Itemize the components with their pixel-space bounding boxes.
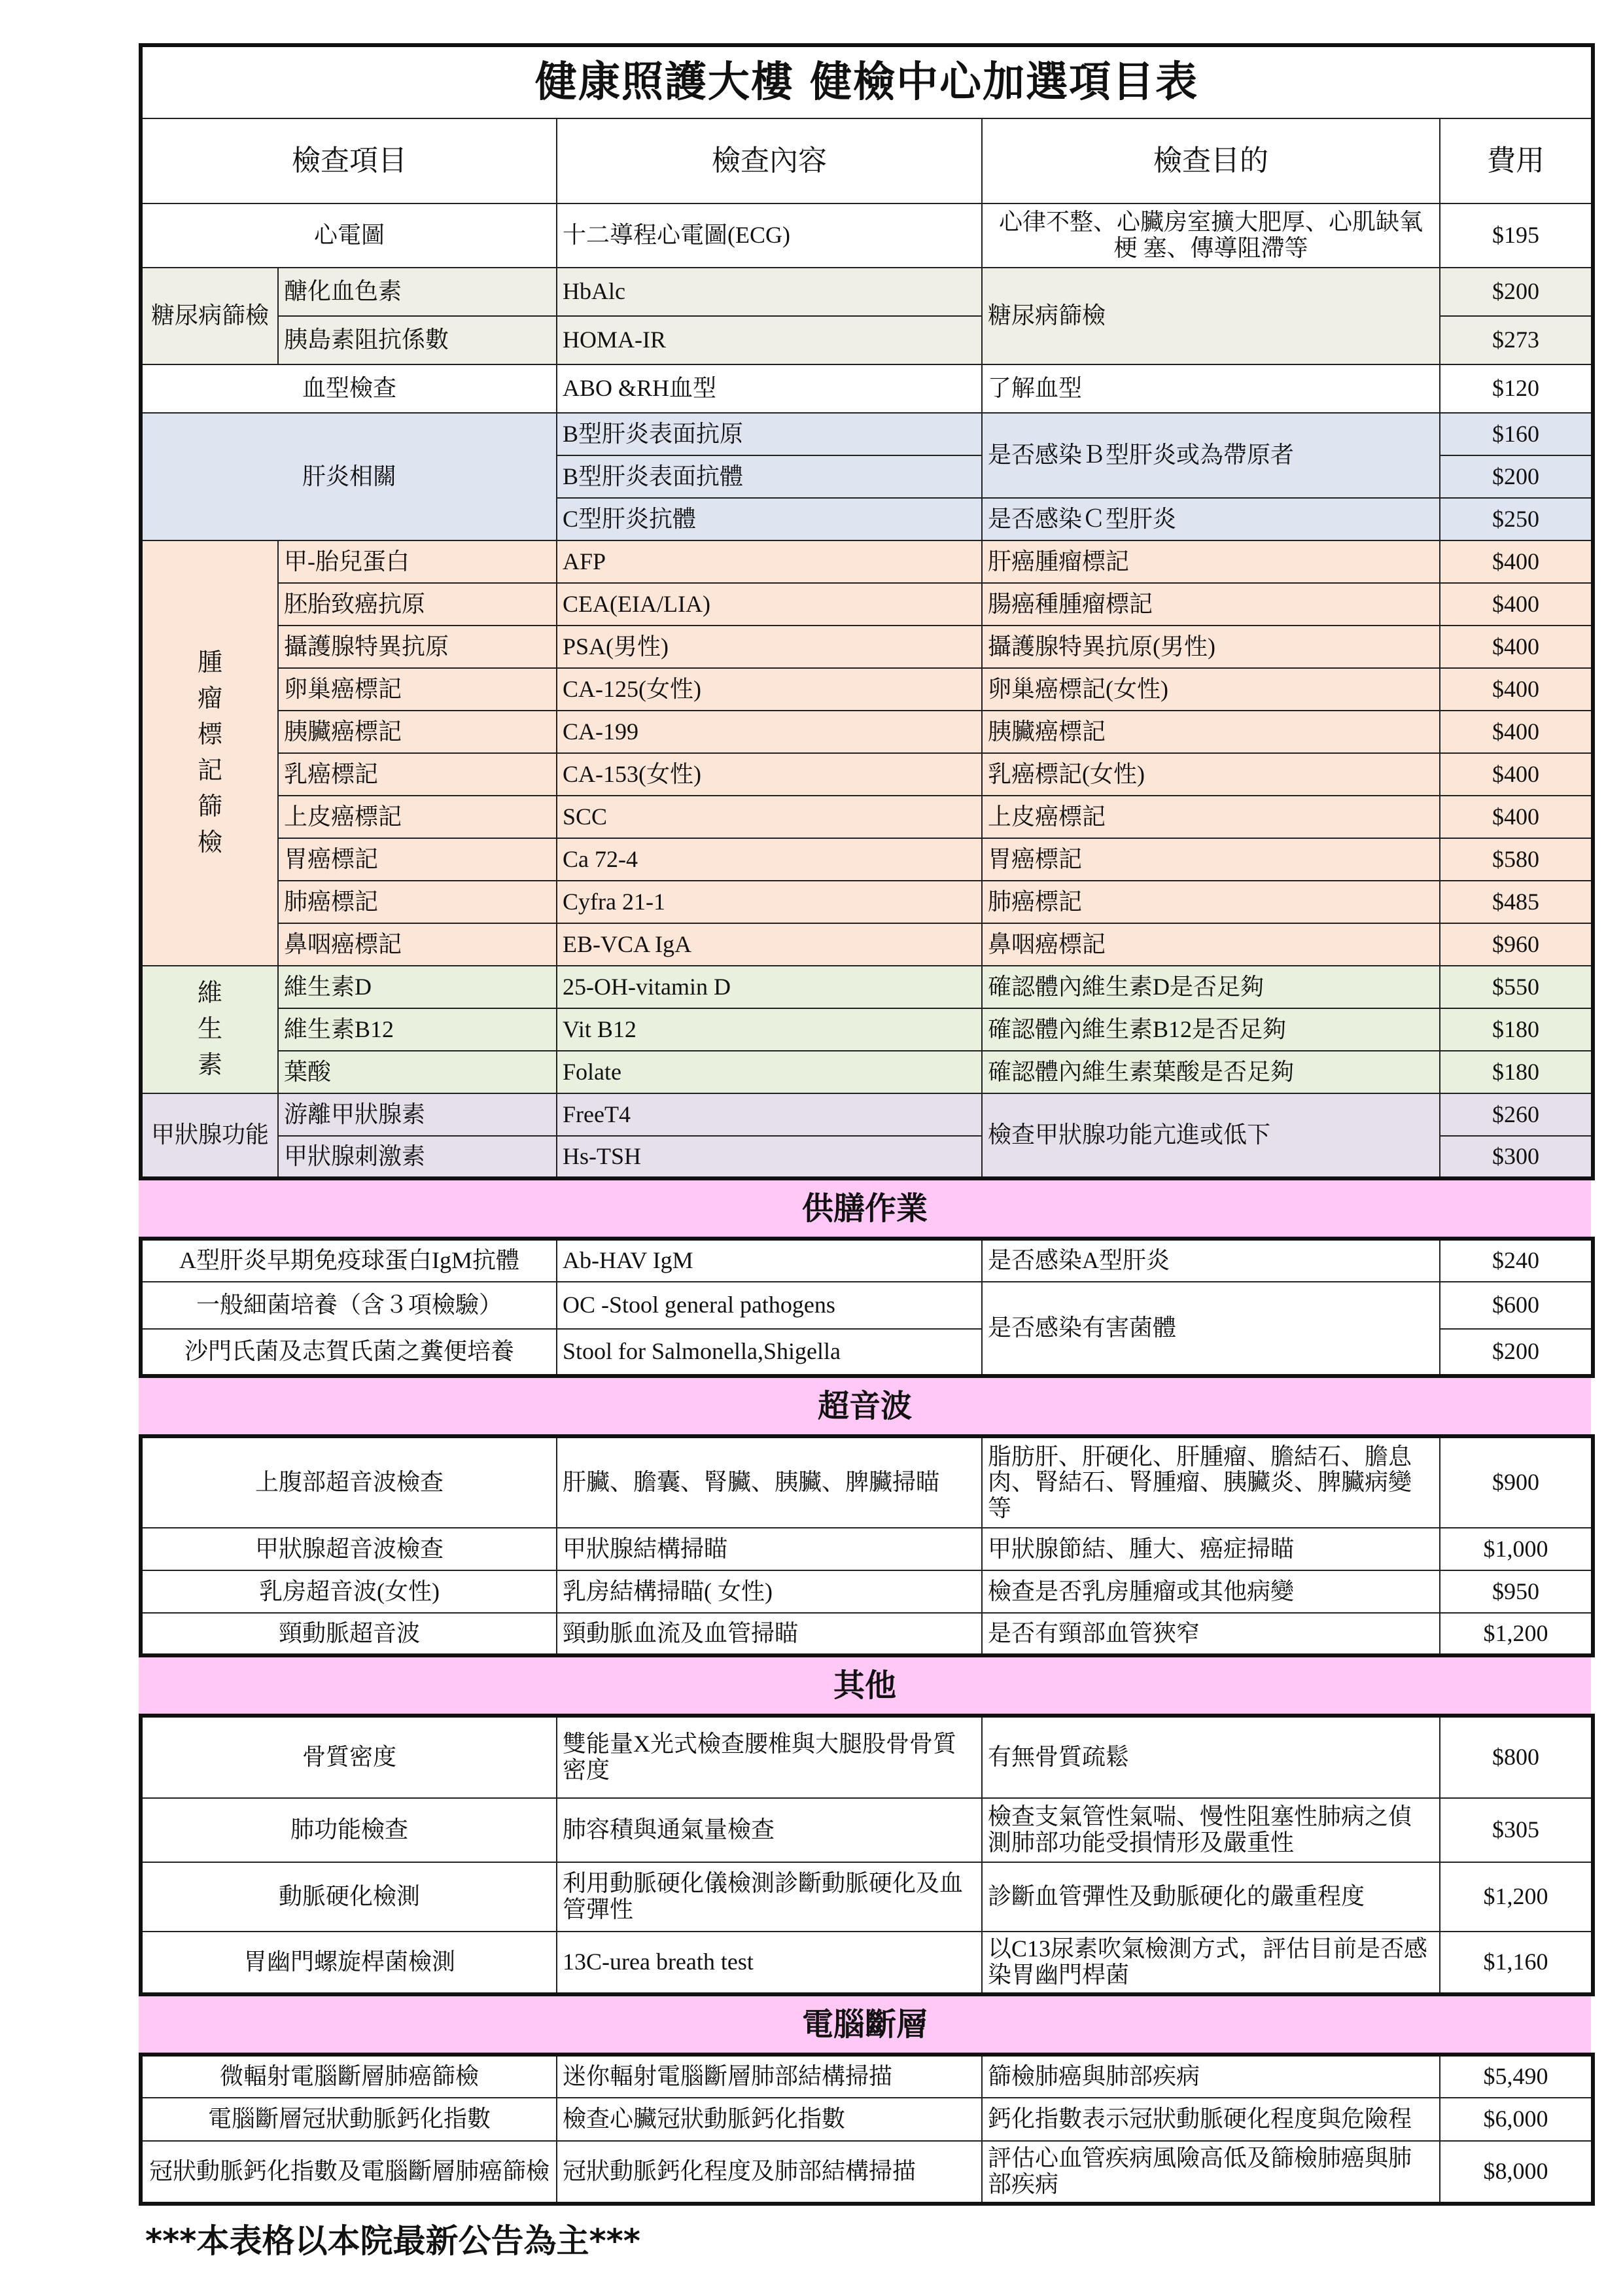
fee-cell: $1,160 <box>1440 1932 1593 1994</box>
fee-cell: $305 <box>1440 1798 1593 1862</box>
purpose-cell: 鼻咽癌標記 <box>982 923 1440 966</box>
purpose-cell: 檢查支氣管性氣喘、慢性阻塞性肺病之偵測肺部功能受損情形及嚴重性 <box>982 1798 1440 1862</box>
content-cell: 利用動脈硬化儀檢測診斷動脈硬化及血管彈性 <box>557 1862 982 1932</box>
fee-cell: $120 <box>1440 364 1593 413</box>
table-row <box>141 796 1593 838</box>
footer-note: ***本表格以本院最新公告為主*** <box>145 2222 640 2260</box>
purpose-cell: 確認體內維生素D是否足夠 <box>982 966 1440 1008</box>
group-cell-vitamin <box>141 966 278 1093</box>
main-table <box>139 43 1595 1180</box>
item-cell: 醣化血色素 <box>278 268 557 316</box>
purpose-cell: 心律不整、心臟房室擴大肥厚、心肌缺氧梗 塞、傳導阻滯等 <box>982 203 1440 268</box>
other-table <box>139 1714 1595 1996</box>
item-cell: 胃幽門螺旋桿菌檢測 <box>141 1932 557 1994</box>
purpose-cell: 篩檢肺癌與肺部疾病 <box>982 2055 1440 2098</box>
content-cell: CA-125(女性) <box>557 668 982 711</box>
purpose-cell: 肺癌標記 <box>982 881 1440 923</box>
item-cell: 甲-胎兒蛋白 <box>278 540 557 583</box>
content-cell: 冠狀動脈鈣化程度及肺部結構掃描 <box>557 2141 982 2204</box>
item-cell: 鼻咽癌標記 <box>278 923 557 966</box>
item-cell: 冠狀動脈鈣化指數及電腦斷層肺癌篩檢 <box>141 2141 557 2204</box>
group-cell-tumor <box>141 540 278 966</box>
header-content: 檢查內容 <box>557 118 982 203</box>
purpose-cell: 腸癌種腫瘤標記 <box>982 583 1440 626</box>
purpose-cell: 有無骨質疏鬆 <box>982 1716 1440 1798</box>
purpose-cell: 以C13尿素吹氣檢測方式，評估目前是否感染胃幽門桿菌 <box>982 1932 1440 1994</box>
fee-cell: $550 <box>1440 966 1593 1008</box>
content-cell: FreeT4 <box>557 1093 982 1136</box>
section-title-catering: 供膳作業 <box>139 1180 1591 1237</box>
purpose-cell: 是否感染Ｃ型肝炎 <box>982 498 1440 540</box>
group-label: 腫 瘤 標 記 篩 檢 <box>197 648 222 857</box>
fee-cell: $400 <box>1440 753 1593 796</box>
purpose-cell: 檢查甲狀腺功能亢進或低下 <box>982 1093 1440 1178</box>
table-row <box>141 881 1593 923</box>
table-row <box>141 583 1593 626</box>
item-cell: 葉酸 <box>278 1051 557 1093</box>
content-cell: 肝臟、膽囊、腎臟、胰臟、脾臟掃瞄 <box>557 1436 982 1528</box>
fee-cell: $950 <box>1440 1570 1593 1613</box>
header-item: 檢查項目 <box>141 118 557 203</box>
table-row <box>141 1716 1593 1798</box>
table-row <box>141 203 1593 268</box>
item-cell: 維生素D <box>278 966 557 1008</box>
content-cell: 迷你輻射電腦斷層肺部結構掃描 <box>557 2055 982 2098</box>
fee-cell: $400 <box>1440 711 1593 753</box>
fee-cell: $900 <box>1440 1436 1593 1528</box>
fee-cell: $260 <box>1440 1093 1593 1136</box>
fee-cell: $250 <box>1440 498 1593 540</box>
fee-cell: $580 <box>1440 838 1593 881</box>
table-row <box>141 1093 1593 1136</box>
group-label: 維 生 素 <box>197 979 222 1080</box>
ct-table <box>139 2053 1595 2206</box>
item-cell: 肺功能檢查 <box>141 1798 557 1862</box>
content-cell: Ca 72-4 <box>557 838 982 881</box>
content-cell: B型肝炎表面抗原 <box>557 413 982 455</box>
item-cell: 上腹部超音波檢查 <box>141 1436 557 1528</box>
header-purpose: 檢查目的 <box>982 118 1440 203</box>
purpose-cell: 檢查是否乳房腫瘤或其他病變 <box>982 1570 1440 1613</box>
content-cell: CEA(EIA/LIA) <box>557 583 982 626</box>
content-cell: Cyfra 21-1 <box>557 881 982 923</box>
item-cell: 乳房超音波(女性) <box>141 1570 557 1613</box>
fee-cell: $960 <box>1440 923 1593 966</box>
content-cell: OC -Stool general pathogens <box>557 1282 982 1329</box>
fee-cell: $300 <box>1440 1136 1593 1178</box>
section-title-ct: 電腦斷層 <box>139 1996 1591 2053</box>
table-row <box>141 1239 1593 1282</box>
price-sheet <box>139 43 1591 2262</box>
fee-cell: $1,000 <box>1440 1528 1593 1570</box>
purpose-cell: 是否感染有害菌體 <box>982 1282 1440 1376</box>
content-cell: PSA(男性) <box>557 626 982 668</box>
table-row <box>141 2141 1593 2204</box>
purpose-cell: 肝癌腫瘤標記 <box>982 540 1440 583</box>
fee-cell: $195 <box>1440 203 1593 268</box>
table-row <box>141 2055 1593 2098</box>
content-cell: Vit B12 <box>557 1008 982 1051</box>
table-row <box>141 268 1593 316</box>
purpose-cell: 評估心血管疾病風險高低及篩檢肺癌與肺部疾病 <box>982 2141 1440 2204</box>
purpose-cell: 診斷血管彈性及動脈硬化的嚴重程度 <box>982 1862 1440 1932</box>
content-cell: 乳房結構掃瞄( 女性) <box>557 1570 982 1613</box>
table-row <box>141 1570 1593 1613</box>
table-row <box>141 1282 1593 1329</box>
table-row <box>141 1932 1593 1994</box>
table-row <box>141 413 1593 455</box>
table-row <box>141 1051 1593 1093</box>
fee-cell: $160 <box>1440 413 1593 455</box>
fee-cell: $1,200 <box>1440 1613 1593 1655</box>
content-cell: 檢查心臟冠狀動脈鈣化指數 <box>557 2098 982 2141</box>
table-row <box>141 753 1593 796</box>
group-cell: 甲狀腺功能 <box>141 1093 278 1178</box>
item-cell: 甲狀腺刺激素 <box>278 1136 557 1178</box>
purpose-cell: 脂肪肝、肝硬化、肝腫瘤、膽結石、膽息肉、腎結石、腎腫瘤、胰臟炎、脾臟病變等 <box>982 1436 1440 1528</box>
content-cell: 13C-urea breath test <box>557 1932 982 1994</box>
section-title-other: 其他 <box>139 1657 1591 1714</box>
table-row <box>141 1436 1593 1528</box>
purpose-cell: 胰臟癌標記 <box>982 711 1440 753</box>
table-row <box>141 711 1593 753</box>
purpose-cell: 是否感染A型肝炎 <box>982 1239 1440 1282</box>
group-cell: 糖尿病篩檢 <box>141 268 278 364</box>
section-title-ultrasound: 超音波 <box>139 1378 1591 1434</box>
table-row <box>141 668 1593 711</box>
fee-cell: $8,000 <box>1440 2141 1593 2204</box>
table-row <box>141 2098 1593 2141</box>
item-cell: 骨質密度 <box>141 1716 557 1798</box>
fee-cell: $6,000 <box>1440 2098 1593 2141</box>
item-cell: 胚胎致癌抗原 <box>278 583 557 626</box>
purpose-cell: 卵巢癌標記(女性) <box>982 668 1440 711</box>
item-cell: 微輻射電腦斷層肺癌篩檢 <box>141 2055 557 2098</box>
fee-cell: $485 <box>1440 881 1593 923</box>
fee-cell: $400 <box>1440 540 1593 583</box>
content-cell: 25-OH-vitamin D <box>557 966 982 1008</box>
item-cell: 肺癌標記 <box>278 881 557 923</box>
content-cell: ABO &RH血型 <box>557 364 982 413</box>
table-row <box>141 1613 1593 1655</box>
content-cell: CA-199 <box>557 711 982 753</box>
content-cell: AFP <box>557 540 982 583</box>
fee-cell: $1,200 <box>1440 1862 1593 1932</box>
catering-table <box>139 1237 1595 1378</box>
item-cell: 沙門氏菌及志賀氏菌之糞便培養 <box>141 1329 557 1376</box>
content-cell: SCC <box>557 796 982 838</box>
purpose-cell: 是否有頸部血管狹窄 <box>982 1613 1440 1655</box>
content-cell: C型肝炎抗體 <box>557 498 982 540</box>
item-cell: 頸動脈超音波 <box>141 1613 557 1655</box>
item-cell: 胰臟癌標記 <box>278 711 557 753</box>
purpose-cell: 確認體內維生素葉酸是否足夠 <box>982 1051 1440 1093</box>
item-cell: 胰島素阻抗係數 <box>278 316 557 364</box>
fee-cell: $400 <box>1440 626 1593 668</box>
purpose-cell: 上皮癌標記 <box>982 796 1440 838</box>
content-cell: 十二導程心電圖(ECG) <box>557 203 982 268</box>
purpose-cell: 攝護腺特異抗原(男性) <box>982 626 1440 668</box>
item-cell: 胃癌標記 <box>278 838 557 881</box>
fee-cell: $200 <box>1440 1329 1593 1376</box>
group-cell: 肝炎相關 <box>141 413 557 540</box>
item-cell: 電腦斷層冠狀動脈鈣化指數 <box>141 2098 557 2141</box>
content-cell: HOMA-IR <box>557 316 982 364</box>
table-row <box>141 838 1593 881</box>
fee-cell: $5,490 <box>1440 2055 1593 2098</box>
content-cell: EB-VCA IgA <box>557 923 982 966</box>
purpose-cell: 甲狀腺節結、腫大、癌症掃瞄 <box>982 1528 1440 1570</box>
item-cell: 一般細菌培養（含３項檢驗） <box>141 1282 557 1329</box>
header-fee: 費用 <box>1440 118 1593 203</box>
table-row <box>141 1528 1593 1570</box>
item-cell: 攝護腺特異抗原 <box>278 626 557 668</box>
purpose-cell: 糖尿病篩檢 <box>982 268 1440 364</box>
purpose-cell: 鈣化指數表示冠狀動脈硬化程度與危險程 <box>982 2098 1440 2141</box>
item-cell: 上皮癌標記 <box>278 796 557 838</box>
item-cell: 血型檢查 <box>141 364 557 413</box>
fee-cell: $273 <box>1440 316 1593 364</box>
content-cell: B型肝炎表面抗體 <box>557 455 982 498</box>
content-cell: Stool for Salmonella,Shigella <box>557 1329 982 1376</box>
fee-cell: $800 <box>1440 1716 1593 1798</box>
page-title: 健康照護大樓 健檢中心加選項目表 <box>141 45 1593 118</box>
item-cell: 甲狀腺超音波檢查 <box>141 1528 557 1570</box>
purpose-cell: 乳癌標記(女性) <box>982 753 1440 796</box>
content-cell: 肺容積與通氣量檢查 <box>557 1798 982 1862</box>
fee-cell: $180 <box>1440 1008 1593 1051</box>
table-row <box>141 364 1593 413</box>
table-row <box>141 540 1593 583</box>
item-cell: 游離甲狀腺素 <box>278 1093 557 1136</box>
purpose-cell: 胃癌標記 <box>982 838 1440 881</box>
fee-cell: $180 <box>1440 1051 1593 1093</box>
item-cell: 維生素B12 <box>278 1008 557 1051</box>
fee-cell: $200 <box>1440 455 1593 498</box>
purpose-cell: 確認體內維生素B12是否足夠 <box>982 1008 1440 1051</box>
fee-cell: $200 <box>1440 268 1593 316</box>
purpose-cell: 是否感染Ｂ型肝炎或為帶原者 <box>982 413 1440 498</box>
purpose-cell: 了解血型 <box>982 364 1440 413</box>
item-cell: 動脈硬化檢測 <box>141 1862 557 1932</box>
table-row <box>141 966 1593 1008</box>
fee-cell: $240 <box>1440 1239 1593 1282</box>
table-row <box>141 626 1593 668</box>
fee-cell: $600 <box>1440 1282 1593 1329</box>
ultrasound-table <box>139 1434 1595 1657</box>
content-cell: 頸動脈血流及血管掃瞄 <box>557 1613 982 1655</box>
item-cell: 心電圖 <box>141 203 557 268</box>
content-cell: Hs-TSH <box>557 1136 982 1178</box>
item-cell: 卵巢癌標記 <box>278 668 557 711</box>
table-row <box>141 1798 1593 1862</box>
fee-cell: $400 <box>1440 583 1593 626</box>
content-cell: Folate <box>557 1051 982 1093</box>
content-cell: Ab-HAV IgM <box>557 1239 982 1282</box>
content-cell: 雙能量X光式檢查腰椎與大腿股骨骨質密度 <box>557 1716 982 1798</box>
content-cell: CA-153(女性) <box>557 753 982 796</box>
item-cell: A型肝炎早期免疫球蛋白IgM抗體 <box>141 1239 557 1282</box>
item-cell: 乳癌標記 <box>278 753 557 796</box>
content-cell: 甲狀腺結構掃瞄 <box>557 1528 982 1570</box>
fee-cell: $400 <box>1440 796 1593 838</box>
table-row <box>141 1862 1593 1932</box>
table-row <box>141 1008 1593 1051</box>
content-cell: HbAlc <box>557 268 982 316</box>
table-row <box>141 923 1593 966</box>
fee-cell: $400 <box>1440 668 1593 711</box>
